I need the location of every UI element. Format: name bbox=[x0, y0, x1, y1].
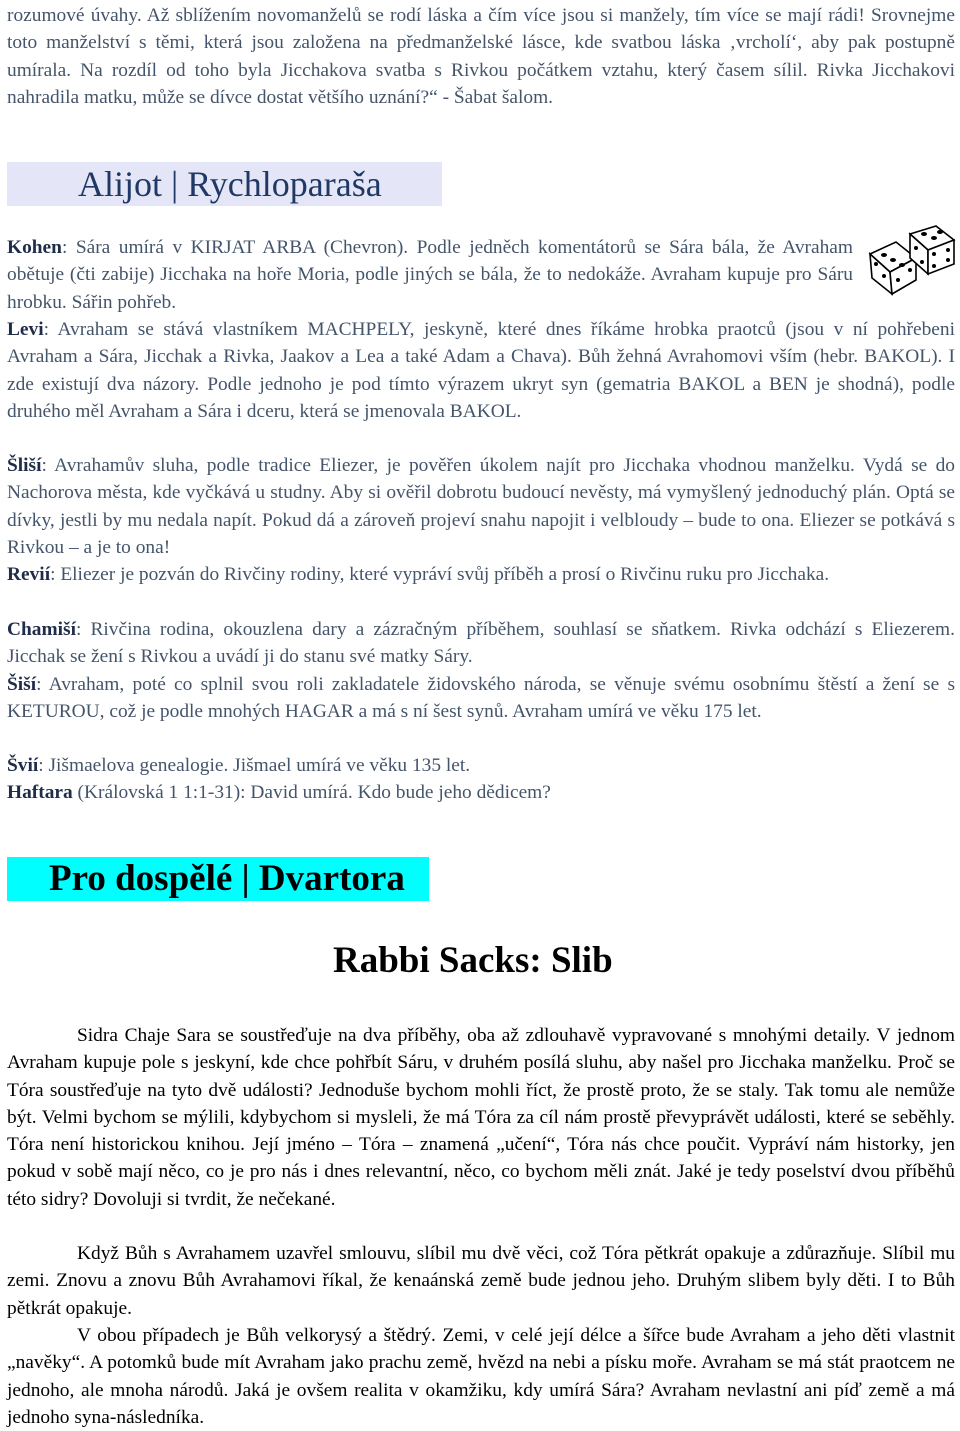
article-paragraph-3: V obou případech je Bůh velkorysý a štědrý. Zemi, v celé její délce a šířce bude Avraham a jeho děti vlastnit „navěky“. A potomků bude mít Avraham jako prachu země, hvězd na nebi a písku moře. Avraham se má stát praotcem ne jednoho, ale mnoha národů. Jaká je ovšem realita v okamžiku, kdy umírá Sára? Avraham nevlastní ani píď země a má jednoho syna-následníka. bbox=[7, 1325, 955, 1428]
slisi-label: Šliší bbox=[7, 455, 42, 476]
article-title: Rabbi Sacks: Slib bbox=[333, 940, 613, 981]
haftara-paragraph bbox=[7, 779, 955, 806]
svii-label: Švií bbox=[7, 755, 39, 776]
svii-paragraph bbox=[7, 752, 955, 779]
haftara-text: (Královská 1 1:1-31): David umírá. Kdo bude jeho dědicem? bbox=[72, 782, 551, 803]
kohen-paragraph bbox=[7, 234, 853, 316]
levi-text: : Avraham se stává vlastníkem MACHPELY, jeskyně, které dnes říkáme hrobka praotců (jsou v ní pohřebeni Avraham a Sára, Jicchak a Rivka, Jaakov a Lea a také Adam a Chava). Bůh žehná Avrahomovi vším (hebr. BAKOL). I zde existují dva názory. Podle jednoho je pod tímto výrazem ukryt syn (gematria BAKOL a BEN je shodná), podle druhého měl Avraham a Sára i dceru, která se jmenovala BAKOL. bbox=[7, 319, 955, 422]
sisi-label: Šiší bbox=[7, 674, 37, 695]
levi-label: Levi bbox=[7, 319, 44, 340]
levi-paragraph bbox=[7, 316, 955, 425]
kohen-text: : Sára umírá v KIRJAT ARBA (Chevron). Podle jedněch komentátorů se Sára bála, že Avraham obětuje (čti zabije) Jicchaka na hoře Moria, podle jiných se bála, že to nedokáže. Avraham kupuje pro Sáru hrobku. Sářin pohřeb. bbox=[7, 237, 853, 313]
article-paragraph-2: Když Bůh s Avrahamem uzavřel smlouvu, slíbil mu dvě věci, což Tóra pětkrát opakuje a zdůrazňuje. Slíbil mu zemi. Znovu a znovu Bůh Avrahamovi říkal, že kenaánská země bude jednou jeho. Druhým slibem byly děti. I to Bůh pětkrát opakuje. bbox=[7, 1243, 955, 1319]
revii-label: Revií bbox=[7, 564, 51, 585]
adults-heading: Pro dospělé | Dvartora bbox=[49, 858, 405, 899]
revii-text: : Eliezer je pozván do Rivčiny rodiny, které vypráví svůj příběh a prosí o Rivčinu ruku pro Jicchaka. bbox=[50, 564, 830, 585]
intro-paragraph: rozumové úvahy. Až sblížením novomanželů se rodí láska a čím více jsou si manžely, tím více se mají rádi! Srovnejme toto manželství s těmi, která jsou založena na předmanželské lásce, kde svatbou láska ‚vrcholí‘, aby pak postupně umírala. Na rozdíl od toho byla Jicchakova svatba s Rivkou počátkem vztahu, který časem sílil. Rivka Jicchakovi nahradila matku, může se dívce dostat většího uznání?“ - Šabat šalom. bbox=[7, 5, 955, 108]
chamisi-paragraph bbox=[7, 616, 955, 671]
svii-text: : Jišmaelova genealogie. Jišmael umírá ve věku 135 let. bbox=[38, 755, 471, 776]
dice-icon bbox=[862, 224, 958, 296]
adults-heading-band bbox=[7, 857, 429, 901]
sisi-paragraph bbox=[7, 671, 955, 726]
alijot-heading: Alijot | Rychloparaša bbox=[78, 164, 382, 204]
slisi-paragraph bbox=[7, 452, 955, 561]
chamisi-text: : Rivčina rodina, okouzlena dary a zázračným příběhem, souhlasí se sňatkem. Rivka odchází s Eliezerem. Jicchak se žení s Rivkou a uvádí ji do stanu své matky Sáry. bbox=[7, 619, 955, 668]
kohen-label: Kohen bbox=[7, 237, 62, 258]
article-paragraph-1: Sidra Chaje Sara se soustřeďuje na dva příběhy, oba až zdlouhavě vypravované s mnohými detaily. V jednom Avraham kupuje pole s jeskyní, kde chce pohřbít Sáru, v druhém posílá sluhu, aby našel pro Jicchaka manželku. Proč se Tóra soustřeďuje na tyto dvě události? Jednoduše bychom mohli říct, že prostě proto, že se staly. Tak tomu ale nemůže být. Velmi bychom se mýlili, kdybychom si mysleli, že má Tóra za cíl nám prostě převyprávět události, které se seběhly. Tóra není historickou knihou. Její jméno – Tóra – znamená „učení“, Tóra nás chce poučit. Vypráví nám historky, jen pokud v sobě mají něco, co je pro nás i dnes relevantní, něco, co bychom měli znát. Jaké je tedy poselství dvou příběhů této sidry? Dovoluji si tvrdit, že nečekané. bbox=[7, 1025, 955, 1210]
alijot-heading-band bbox=[7, 162, 442, 206]
chamisi-label: Chamiší bbox=[7, 619, 76, 640]
haftara-label: Haftara bbox=[7, 782, 73, 803]
slisi-text: : Avrahamův sluha, podle tradice Eliezer, je pověřen úkolem najít pro Jicchaka vhodnou manželku. Vydá se do Nachorova města, kde vyčkává u studny. Aby si ověřil dobrotu budoucí nevěsty, má vymyšlený jednoduchý plán. Optá se dívky, jestli by mu nedala napít. Pokud dá a zároveň projeví snahu napojit i velbloudy – bude to ona. Eliezer se potkává s Rivkou – a je to ona! bbox=[7, 455, 955, 558]
revii-paragraph bbox=[7, 561, 955, 588]
sisi-text: : Avraham, poté co splnil svou roli zakladatele židovského národa, se věnuje svému osobnímu štěstí a žení se s KETUROU, což je podle mnohých HAGAR a má s ní šest synů. Avraham umírá ve věku 175 let. bbox=[7, 674, 955, 723]
